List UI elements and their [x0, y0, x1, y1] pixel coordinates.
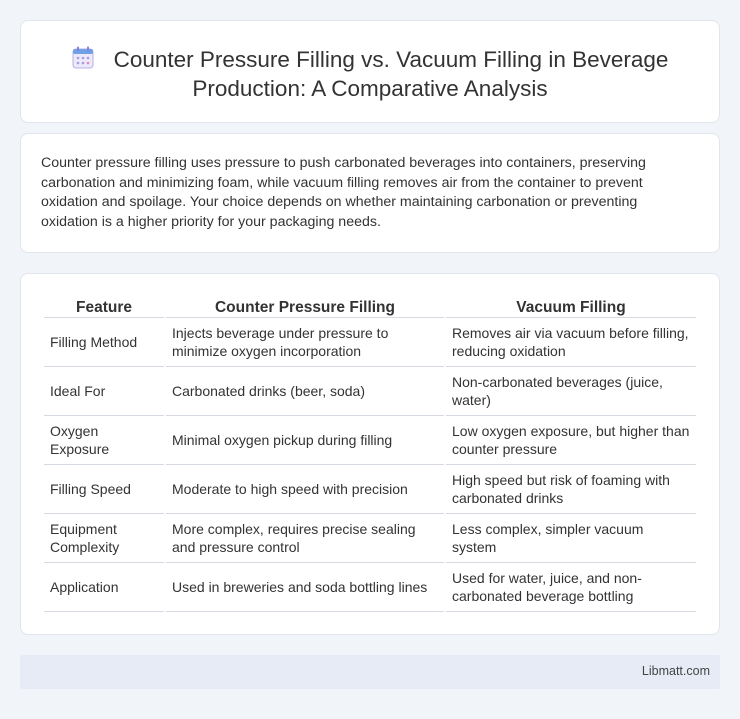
table-header-row: [44, 296, 696, 318]
intro-paragraph: Counter pressure filling uses pressure to push carbonated beverages into containers, preserving carbonation and minimizing foam, while vacuum filling removes air from the container to prevent oxidation and spoilage. Your choice depends on whether maintaining carbonation or preventing oxidation is a higher priority for your packaging needs.: [41, 155, 646, 230]
table-row: [44, 514, 696, 563]
page-title-wrap: [21, 45, 719, 103]
table-row: [44, 367, 696, 416]
table-row: [44, 465, 696, 514]
footer-bar: [20, 655, 720, 689]
table-row: [44, 318, 696, 367]
intro-card: [20, 133, 720, 253]
counter-pressure-cell: Moderate to high speed with precision: [166, 465, 444, 514]
table-row: [44, 416, 696, 465]
feature-cell: Filling Speed: [44, 465, 164, 514]
comparison-table: [42, 296, 698, 612]
feature-cell: Equipment Complexity: [44, 514, 164, 563]
footer-brand-link[interactable]: Libmatt.com: [641, 664, 710, 678]
counter-pressure-cell: Used in breweries and soda bottling lines: [166, 563, 444, 612]
counter-pressure-cell: Carbonated drinks (beer, soda): [166, 367, 444, 416]
header-feature: Feature: [44, 296, 164, 318]
feature-cell: Ideal For: [44, 367, 164, 416]
vacuum-cell: Used for water, juice, and non-carbonated beverage bottling: [446, 563, 696, 612]
feature-cell: Oxygen Exposure: [44, 416, 164, 465]
vacuum-cell: Less complex, simpler vacuum system: [446, 514, 696, 563]
counter-pressure-cell: More complex, requires precise sealing and pressure control: [166, 514, 444, 563]
vacuum-cell: High speed but risk of foaming with carbonated drinks: [446, 465, 696, 514]
counter-pressure-cell: Minimal oxygen pickup during filling: [166, 416, 444, 465]
header-counter-pressure: Counter Pressure Filling: [166, 296, 444, 318]
feature-cell: Application: [44, 563, 164, 612]
vacuum-cell: Removes air via vacuum before filling, reducing oxidation: [446, 318, 696, 367]
header-vacuum: Vacuum Filling: [446, 296, 696, 318]
table-row: [44, 563, 696, 612]
vacuum-cell: Non-carbonated beverages (juice, water): [446, 367, 696, 416]
comparison-table-card: [20, 273, 720, 635]
counter-pressure-cell: Injects beverage under pressure to minimize oxygen incorporation: [166, 318, 444, 367]
page-title: Counter Pressure Filling vs. Vacuum Filling in Beverage Production: A Comparative Analysis: [113, 47, 669, 101]
title-card: [20, 20, 720, 123]
vacuum-cell: Low oxygen exposure, but higher than counter pressure: [446, 416, 696, 465]
feature-cell: Filling Method: [44, 318, 164, 367]
calendar-icon: [72, 46, 94, 70]
